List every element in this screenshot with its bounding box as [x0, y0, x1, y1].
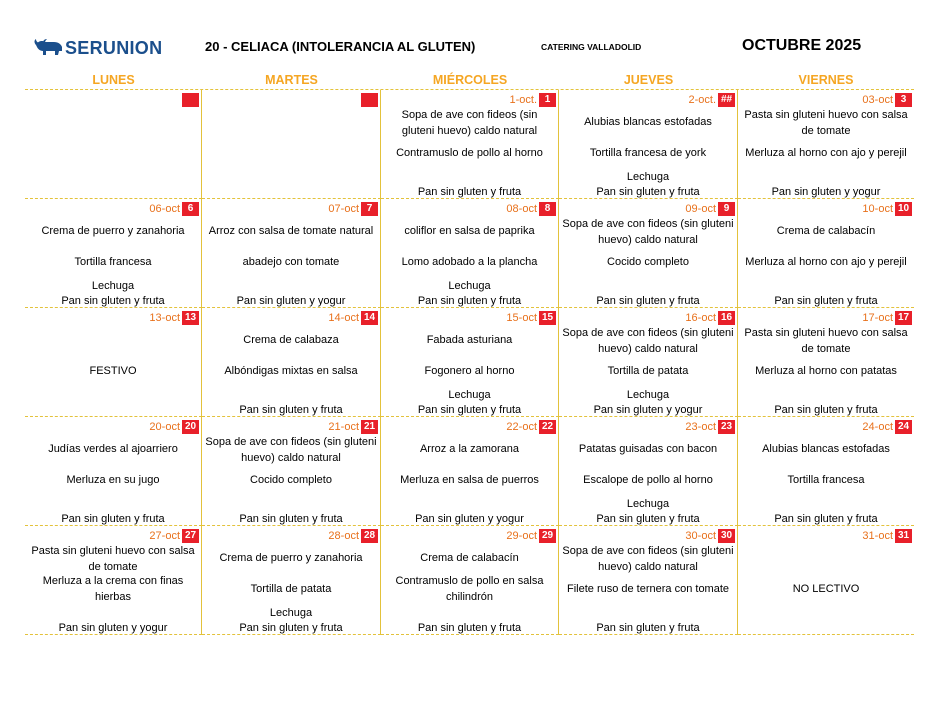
- date-label: 10-oct: [862, 202, 893, 215]
- date-label: 1-oct.: [509, 93, 537, 106]
- dessert: Pan sin gluten y yogur: [415, 513, 524, 525]
- second-course: Merluza en salsa de puerros: [400, 474, 539, 486]
- second-course: Tortilla de patata: [250, 583, 332, 595]
- day-number-badge: 7: [361, 202, 378, 216]
- day-number-badge: 9: [718, 202, 735, 216]
- first-course: Alubias blancas estofadas: [762, 443, 890, 455]
- day-cell: [559, 90, 738, 199]
- first-course: Crema de puerro y zanahoria: [219, 552, 363, 564]
- second-course: Cocido completo: [250, 474, 332, 486]
- side-dish: Lechuga: [269, 607, 313, 619]
- second-course: Merluza al horno con ajo y perejil: [745, 256, 907, 268]
- day-cell: [738, 526, 914, 635]
- date-label: 07-oct: [328, 202, 359, 215]
- day-number-badge: 29: [539, 529, 556, 543]
- date-line: [506, 419, 556, 434]
- day-number-badge: 24: [895, 420, 912, 434]
- date-label: 20-oct: [149, 420, 180, 433]
- dessert: Pan sin gluten y fruta: [417, 295, 522, 307]
- dessert: Pan sin gluten y fruta: [774, 513, 878, 525]
- dessert: Pan sin gluten y fruta: [417, 186, 522, 198]
- day-number-badge: 28: [361, 529, 378, 543]
- date-line: [685, 528, 735, 543]
- day-cell: [25, 90, 202, 199]
- date-line: [361, 92, 378, 107]
- first-course: Sopa de ave con fideos (sin gluteni huevo) caldo natural: [562, 218, 734, 246]
- caterer-name: CATERING VALLADOLID: [541, 42, 642, 52]
- date-line: [862, 201, 912, 216]
- day-cell: [738, 199, 914, 308]
- weekday-header: JUEVES: [623, 73, 674, 87]
- day-cell: [738, 417, 914, 526]
- day-cell: [202, 90, 381, 199]
- first-course: Sopa de ave con fideos (sin gluteni huevo) caldo natural: [562, 545, 734, 573]
- day-cell: [559, 417, 738, 526]
- date-label: 29-oct: [506, 529, 537, 542]
- side-dish: Lechuga: [626, 171, 670, 183]
- dessert: Pan sin gluten y fruta: [417, 404, 522, 416]
- date-label: 15-oct: [506, 311, 537, 324]
- menu-title: 20 - CELIACA (INTOLERANCIA AL GLUTEN): [205, 39, 476, 54]
- side-dish: Lechuga: [91, 280, 135, 292]
- second-course: Tortilla francesa de york: [589, 147, 707, 159]
- day-cell: [381, 90, 559, 199]
- date-label: 17-oct: [862, 311, 893, 324]
- day-cell: [381, 199, 559, 308]
- bull-icon: [34, 37, 64, 59]
- menu-calendar: [25, 72, 914, 635]
- first-course: Sopa de ave con fideos (sin gluteni huevo) caldo natural: [562, 327, 734, 355]
- side-dish: Lechuga: [626, 498, 670, 510]
- day-cell: [559, 526, 738, 635]
- date-line: [149, 528, 199, 543]
- dessert: Pan sin gluten y yogur: [236, 295, 346, 307]
- first-course: Pasta sin gluteni huevo con salsa de tomate: [31, 545, 195, 573]
- first-course: Fabada asturiana: [426, 334, 513, 346]
- day-cell: [738, 308, 914, 417]
- date-label: 06-oct: [149, 202, 180, 215]
- day-cell: [559, 199, 738, 308]
- day-cell: [25, 199, 202, 308]
- day-cell: [202, 417, 381, 526]
- side-dish: Lechuga: [448, 389, 491, 401]
- first-course: Patatas guisadas con bacon: [578, 443, 718, 455]
- day-number-badge: 17: [895, 311, 912, 325]
- date-line: [328, 419, 378, 434]
- date-line: [149, 419, 199, 434]
- dessert: Pan sin gluten y yogur: [771, 186, 881, 198]
- date-line: [685, 419, 735, 434]
- second-course: Merluza al horno con ajo y perejil: [745, 147, 907, 159]
- logo-text: SERUNION: [65, 37, 163, 58]
- date-line: [862, 92, 912, 107]
- date-line: [685, 201, 735, 216]
- date-line: [862, 310, 912, 325]
- first-course: Crema de calabacín: [420, 552, 519, 564]
- day-cell: [381, 308, 559, 417]
- day-cell: [25, 417, 202, 526]
- day-number-badge: 23: [718, 420, 735, 434]
- date-label: 21-oct: [328, 420, 359, 433]
- date-label: 13-oct: [149, 311, 180, 324]
- date-line: [328, 310, 378, 325]
- day-cell: [202, 526, 381, 635]
- date-label: 30-oct: [685, 529, 716, 542]
- day-number-badge: 3: [895, 93, 912, 107]
- dessert: Pan sin gluten y fruta: [774, 295, 878, 307]
- day-cell: [738, 90, 914, 199]
- day-number-badge: 21: [361, 420, 378, 434]
- date-label: 16-oct: [685, 311, 716, 324]
- first-course: Arroz a la zamorana: [419, 443, 520, 455]
- day-number-badge: 27: [182, 529, 199, 543]
- date-label: 31-oct: [862, 529, 893, 542]
- day-number-badge: 13: [182, 311, 199, 325]
- day-number-badge: 22: [539, 420, 556, 434]
- first-course: Sopa de ave con fideos (sin gluteni huevo) caldo natural: [401, 109, 538, 137]
- first-course: Crema de calabaza: [243, 334, 339, 346]
- date-line: [685, 310, 735, 325]
- day-number-badge: 30: [718, 529, 735, 543]
- day-number-badge: [182, 93, 199, 107]
- day-number-badge: 16: [718, 311, 735, 325]
- date-label: 03-oct: [862, 93, 893, 106]
- second-course: Filete ruso de ternera con tomate: [566, 583, 730, 595]
- date-label: 27-oct: [149, 529, 180, 542]
- day-cell: [202, 308, 381, 417]
- second-course: Merluza al horno con patatas: [755, 365, 897, 377]
- date-label: 14-oct: [328, 311, 359, 324]
- day-number-badge: 8: [539, 202, 556, 216]
- first-course: Arroz con salsa de tomate natural: [208, 225, 374, 237]
- dessert: Pan sin gluten y yogur: [58, 622, 168, 634]
- side-dish: Lechuga: [448, 280, 491, 292]
- dessert: Pan sin gluten y fruta: [239, 404, 343, 416]
- weekday-header: MIÉRCOLES: [432, 73, 508, 87]
- dessert: Pan sin gluten y fruta: [596, 513, 700, 525]
- date-line: [506, 310, 556, 325]
- second-course: Contramuslo de pollo al horno: [396, 147, 543, 159]
- day-number-badge: 15: [539, 311, 556, 325]
- dessert: Pan sin gluten y fruta: [417, 622, 522, 634]
- first-course: Judías verdes al ajoarriero: [48, 443, 178, 455]
- second-course: Cocido completo: [607, 256, 689, 268]
- date-line: [688, 92, 735, 107]
- dessert: Pan sin gluten y fruta: [61, 513, 165, 525]
- date-line: [149, 310, 199, 325]
- day-cell: [202, 199, 381, 308]
- date-line: [328, 201, 378, 216]
- date-line: [182, 92, 199, 107]
- serunion-logo: [34, 37, 162, 59]
- second-course: Fogonero al horno: [424, 365, 515, 377]
- date-line: [328, 528, 378, 543]
- day-number-badge: 14: [361, 311, 378, 325]
- date-label: 08-oct: [506, 202, 537, 215]
- day-number-badge: 1: [539, 93, 556, 107]
- month-title: OCTUBRE 2025: [742, 37, 862, 54]
- date-label: 2-oct.: [688, 93, 716, 106]
- day-note: FESTIVO: [89, 365, 137, 377]
- second-course: abadejo con tomate: [242, 256, 340, 268]
- dessert: Pan sin gluten y yogur: [593, 404, 703, 416]
- day-cell: [559, 308, 738, 417]
- dessert: Pan sin gluten y fruta: [774, 404, 878, 416]
- dessert: Pan sin gluten y fruta: [239, 513, 343, 525]
- second-course: Tortilla francesa: [787, 474, 865, 486]
- date-line: [506, 528, 556, 543]
- first-course: Alubias blancas estofadas: [584, 116, 712, 128]
- second-course: Escalope de pollo al horno: [583, 474, 713, 486]
- date-label: 28-oct: [328, 529, 359, 542]
- day-cell: [25, 526, 202, 635]
- first-course: Pasta sin gluteni huevo con salsa de tomate: [744, 327, 908, 355]
- weekday-header: VIERNES: [798, 73, 854, 87]
- first-course: Crema de puerro y zanahoria: [41, 225, 185, 237]
- side-dish: Lechuga: [626, 389, 670, 401]
- date-line: [506, 201, 556, 216]
- dessert: Pan sin gluten y fruta: [61, 295, 165, 307]
- second-course: Lomo adobado a la plancha: [401, 256, 538, 268]
- second-course: Merluza a la crema con finas hierbas: [42, 575, 184, 603]
- date-label: 22-oct: [506, 420, 537, 433]
- day-cell: [381, 417, 559, 526]
- first-course: coliflor en salsa de paprika: [404, 225, 535, 237]
- day-cell: [381, 526, 559, 635]
- weekday-header-row: [25, 72, 914, 89]
- first-course: Sopa de ave con fideos (sin gluteni huevo) caldo natural: [205, 436, 377, 464]
- first-course: Pasta sin gluteni huevo con salsa de tomate: [744, 109, 908, 137]
- first-course: Crema de calabacín: [776, 225, 876, 237]
- dessert: Pan sin gluten y fruta: [596, 295, 700, 307]
- weekday-header: LUNES: [92, 73, 135, 87]
- day-number-badge: [361, 93, 378, 107]
- dessert: Pan sin gluten y fruta: [239, 622, 343, 634]
- day-note: NO LECTIVO: [792, 583, 860, 595]
- date-label: 24-oct: [862, 420, 893, 433]
- second-course: Tortilla de patata: [607, 365, 689, 377]
- second-course: Merluza en su jugo: [66, 474, 160, 486]
- second-course: Contramuslo de pollo en salsa chilindrón: [395, 575, 544, 603]
- date-line: [862, 419, 912, 434]
- dessert: Pan sin gluten y fruta: [596, 622, 700, 634]
- date-line: [862, 528, 912, 543]
- day-number-badge: ##: [718, 93, 735, 107]
- day-cell: [25, 308, 202, 417]
- day-number-badge: 31: [895, 529, 912, 543]
- page-header: [0, 0, 945, 70]
- day-number-badge: 10: [895, 202, 912, 216]
- dessert: Pan sin gluten y fruta: [596, 186, 700, 198]
- second-course: Albóndigas mixtas en salsa: [224, 365, 358, 377]
- date-line: [149, 201, 199, 216]
- date-line: [509, 92, 556, 107]
- day-number-badge: 6: [182, 202, 199, 216]
- date-label: 09-oct: [685, 202, 716, 215]
- day-number-badge: 20: [182, 420, 199, 434]
- second-course: Tortilla francesa: [74, 256, 152, 268]
- calendar-grid: [25, 89, 914, 635]
- weekday-header: MARTES: [265, 73, 318, 87]
- date-label: 23-oct: [685, 420, 716, 433]
